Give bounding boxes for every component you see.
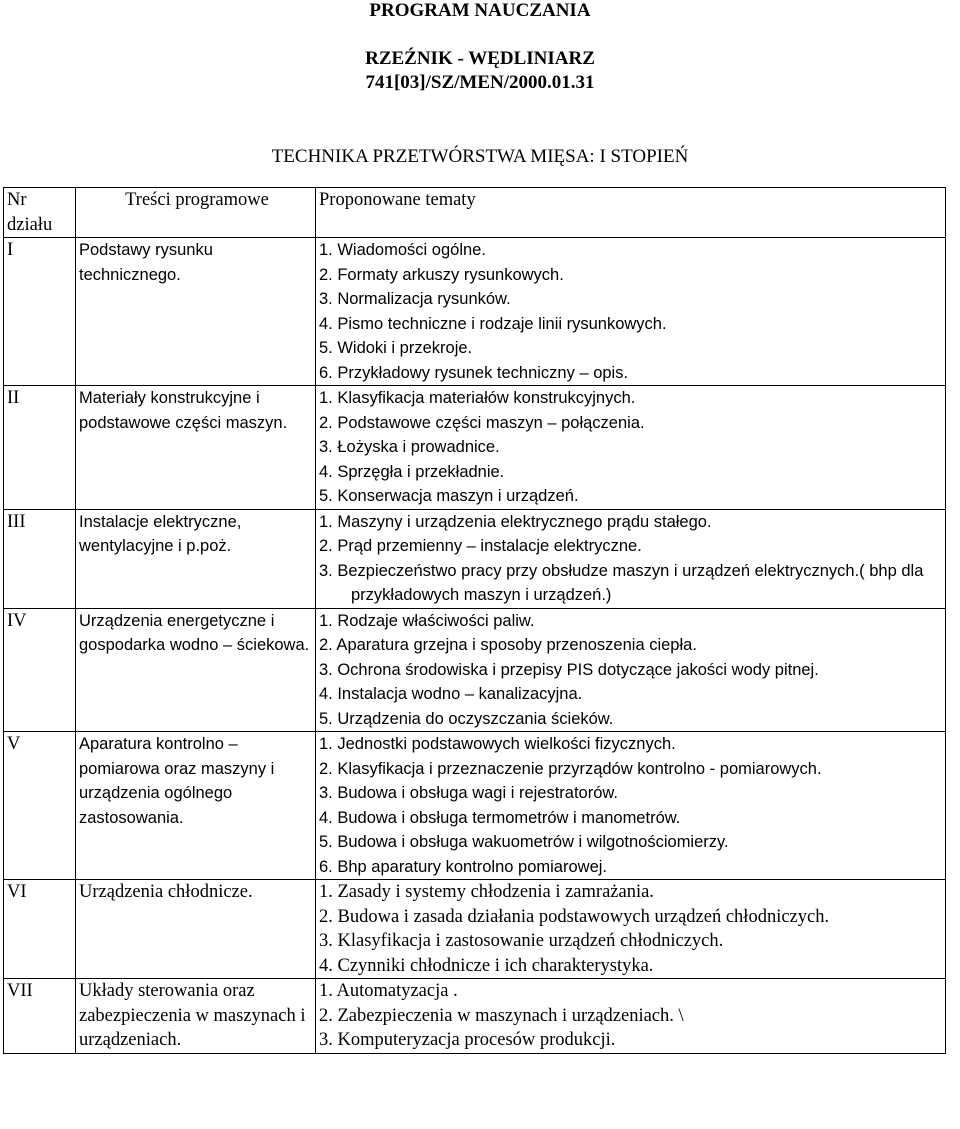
topic-item: 1. Automatyzacja . bbox=[319, 981, 458, 1001]
topic-item: 3. Normalizacja rysunków. bbox=[319, 290, 511, 308]
section-content: Podstawy rysunku technicznego. bbox=[76, 238, 316, 386]
table-header-row bbox=[4, 188, 946, 238]
section-number: IV bbox=[4, 608, 76, 732]
section-topics bbox=[316, 238, 946, 386]
section-number: V bbox=[4, 732, 76, 880]
topic-item: 2. Podstawowe części maszyn – połączenia. bbox=[319, 413, 645, 432]
topic-list bbox=[319, 979, 945, 1053]
topic-item: 4. Sprzęgła i przekładnie. bbox=[319, 462, 505, 481]
topic-item: 1. Rodzaje właściwości paliw. bbox=[319, 611, 535, 630]
topic-list bbox=[319, 238, 945, 385]
topic-list bbox=[319, 609, 945, 732]
topic-item: 3. Łożyska i prowadnice. bbox=[319, 438, 500, 456]
section-content: Układy sterowania oraz zabezpieczenia w maszynach i urządzeniach. bbox=[76, 979, 316, 1054]
topic-item: 3. Budowa i obsługa wagi i rejestratorów. bbox=[319, 784, 618, 802]
topic-item: 3. Bezpieczeństwo pracy przy obsłudze maszyn i urządzeń elektrycznych.( bhp dla przykładowych maszyn i urządzeń.) bbox=[319, 561, 924, 604]
topic-item: 4. Budowa i obsługa termometrów i manometrów. bbox=[319, 808, 681, 827]
topic-item: 6. Przykładowy rysunek techniczny – opis. bbox=[319, 363, 629, 382]
table-row bbox=[4, 979, 946, 1054]
topic-item: 1. Jednostki podstawowych wielkości fizycznych. bbox=[319, 735, 676, 753]
topic-item: 4. Pismo techniczne i rodzaje linii rysunkowych. bbox=[319, 314, 667, 333]
topic-item: 1. Maszyny i urządzenia elektrycznego prądu stałego. bbox=[319, 512, 712, 531]
topic-item: 5. Urządzenia do oczyszczania ścieków. bbox=[319, 709, 614, 728]
header-content: Treści programowe bbox=[76, 188, 316, 238]
document-title: PROGRAM NAUCZANIA bbox=[369, 0, 591, 21]
section-content: Aparatura kontrolno – pomiarowa oraz maszyny i urządzenia ogólnego zastosowania. bbox=[76, 732, 316, 880]
topic-item: 2. Prąd przemienny – instalacje elektryczne. bbox=[319, 537, 642, 555]
section-number: III bbox=[4, 509, 76, 608]
topic-list bbox=[319, 510, 945, 608]
table-row bbox=[4, 732, 946, 880]
curriculum-table bbox=[3, 187, 946, 1054]
section-topics bbox=[316, 880, 946, 979]
profession-title: RZEŹNIK - WĘDLINIARZ bbox=[365, 48, 595, 69]
table-row bbox=[4, 238, 946, 386]
topic-list bbox=[319, 386, 945, 509]
topic-item: 4. Czynniki chłodnicze i ich charakterystyka. bbox=[319, 955, 654, 976]
topic-item: 3. Komputeryzacja procesów produkcji. bbox=[319, 1030, 616, 1050]
section-content: Instalacje elektryczne, wentylacyjne i p.poż. bbox=[76, 509, 316, 608]
section-content: Materiały konstrukcyjne i podstawowe części maszyn. bbox=[76, 386, 316, 510]
section-number: VII bbox=[4, 979, 76, 1054]
topic-item: 2. Formaty arkuszy rysunkowych. bbox=[319, 265, 564, 284]
topic-item: 4. Instalacja wodno – kanalizacyjna. bbox=[319, 685, 583, 703]
section-number: I bbox=[4, 238, 76, 386]
section-topics bbox=[316, 979, 946, 1054]
topic-item: 2. Aparatura grzejna i sposoby przenoszenia ciepła. bbox=[319, 636, 697, 654]
topic-list bbox=[319, 732, 945, 879]
subject-title: TECHNIKA PRZETWÓRSTWA MIĘSA: I STOPIEŃ bbox=[271, 146, 689, 167]
section-number: VI bbox=[4, 880, 76, 979]
topic-item: 3. Ochrona środowiska i przepisy PIS dotyczące jakości wody pitnej. bbox=[319, 660, 819, 679]
table-row bbox=[4, 880, 946, 979]
section-topics bbox=[316, 509, 946, 608]
table-row bbox=[4, 608, 946, 732]
topic-item: 2. Klasyfikacja i przeznaczenie przyrządów kontrolno - pomiarowych. bbox=[319, 759, 822, 778]
topic-list bbox=[319, 880, 945, 978]
header-nr: Nr działu bbox=[4, 188, 76, 238]
section-topics bbox=[316, 386, 946, 510]
section-topics bbox=[316, 608, 946, 732]
table-row bbox=[4, 509, 946, 608]
section-number: II bbox=[4, 386, 76, 510]
program-code: 741[03]/SZ/MEN/2000.01.31 bbox=[365, 72, 595, 93]
header-topics: Proponowane tematy bbox=[316, 188, 946, 238]
section-content: Urządzenia chłodnicze. bbox=[76, 880, 316, 979]
topic-item: 2. Zabezpieczenia w maszynach i urządzeniach. \ bbox=[319, 1005, 684, 1026]
topic-item: 5. Widoki i przekroje. bbox=[319, 339, 473, 357]
topic-item: 1. Zasady i systemy chłodzenia i zamrażania. bbox=[319, 882, 654, 902]
topic-item: 3. Klasyfikacja i zastosowanie urządzeń chłodniczych. bbox=[319, 931, 724, 951]
topic-item: 2. Budowa i zasada działania podstawowych urządzeń chłodniczych. bbox=[319, 906, 830, 927]
topic-item: 6. Bhp aparatury kontrolno pomiarowej. bbox=[319, 857, 607, 876]
table-row bbox=[4, 386, 946, 510]
section-topics bbox=[316, 732, 946, 880]
topic-item: 5. Budowa i obsługa wakuometrów i wilgotnościomierzy. bbox=[319, 833, 729, 851]
topic-item: 1. Wiadomości ogólne. bbox=[319, 241, 486, 259]
topic-item: 5. Konserwacja maszyn i urządzeń. bbox=[319, 487, 579, 505]
section-content: Urządzenia energetyczne i gospodarka wodno – ściekowa. bbox=[76, 608, 316, 732]
topic-item: 1. Klasyfikacja materiałów konstrukcyjnych. bbox=[319, 389, 636, 407]
